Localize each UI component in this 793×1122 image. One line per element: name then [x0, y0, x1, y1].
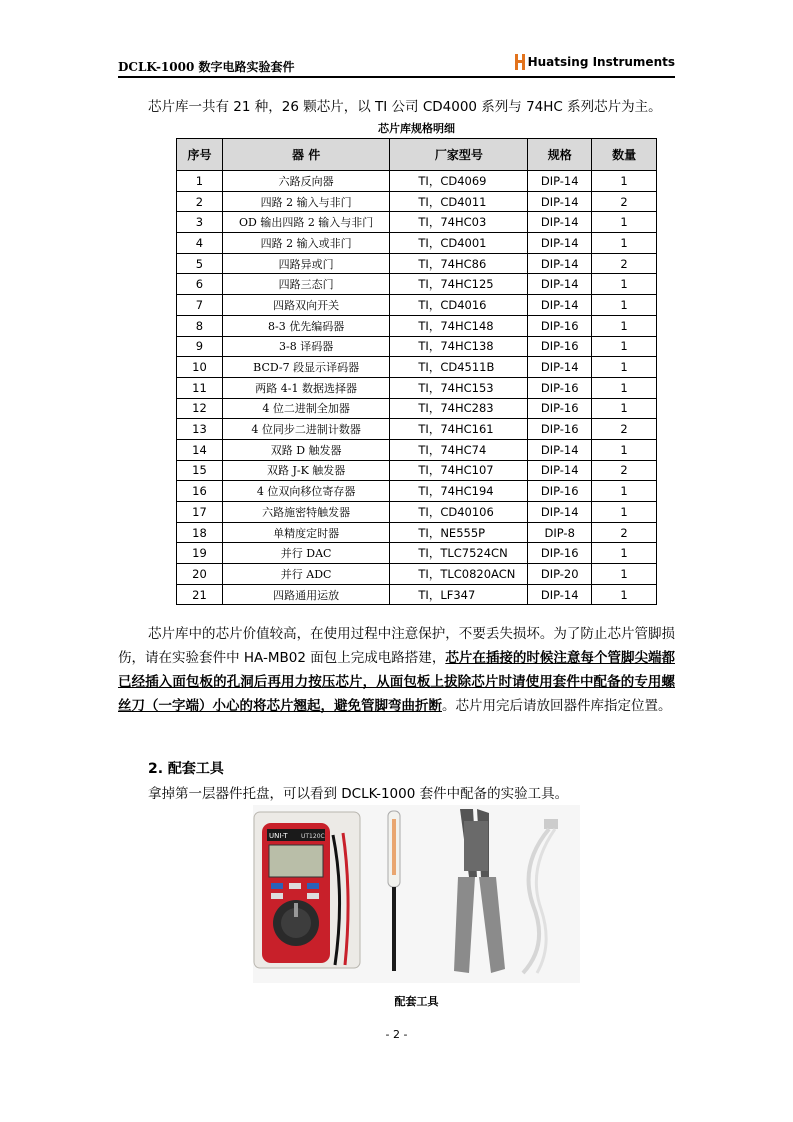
section-heading: 2. 配套工具	[148, 761, 224, 777]
table-header-row	[177, 139, 657, 171]
device-name: 双路 D 触发器	[222, 439, 390, 460]
device-name: 3-8 译码器	[222, 336, 390, 357]
table-row	[177, 439, 657, 460]
package: DIP-16	[528, 315, 592, 336]
row-index: 11	[177, 377, 223, 398]
package: DIP-14	[528, 460, 592, 481]
vendor-model: TI，74HC125	[390, 274, 528, 295]
package: DIP-14	[528, 439, 592, 460]
row-index: 4	[177, 233, 223, 254]
quantity: 1	[592, 315, 657, 336]
device-name: 4 位双向移位寄存器	[222, 481, 390, 502]
device-name: 四路 2 输入或非门	[222, 233, 390, 254]
table-row	[177, 315, 657, 336]
quantity: 1	[592, 171, 657, 192]
package: DIP-14	[528, 502, 592, 523]
page-header	[118, 52, 675, 76]
device-name: 单精度定时器	[222, 522, 390, 543]
brand-name: Huatsing Instruments	[527, 55, 675, 69]
table-row	[177, 336, 657, 357]
para-emphasis: 芯片在插接的时候注意每个管脚尖端都已经插入面包板的孔洞后再用力按压芯片，从面包板上拔除芯片时请使用套件中配备的专用螺丝刀（一字端）小心的将芯片翘起，避免管脚弯曲折断	[118, 650, 675, 714]
row-index: 21	[177, 584, 223, 605]
package: DIP-16	[528, 481, 592, 502]
vendor-model: TI，TLC7524CN	[390, 543, 528, 564]
device-name: 四路异或门	[222, 253, 390, 274]
table-body	[177, 171, 657, 605]
device-name: 并行 ADC	[222, 564, 390, 585]
package: DIP-14	[528, 171, 592, 192]
quantity: 2	[592, 522, 657, 543]
vendor-model: TI，TLC0820ACN	[390, 564, 528, 585]
package: DIP-16	[528, 398, 592, 419]
table-row	[177, 460, 657, 481]
logo-h-icon	[515, 54, 527, 70]
wire-stripper-icon	[454, 809, 505, 973]
quantity: 1	[592, 481, 657, 502]
quantity: 1	[592, 336, 657, 357]
para-text-1: 芯片库中的芯片价值较高，在使用过程中注意保护，不要丢失损坏。为了防止芯片管脚损伤，请在实验套件中 HA-MB02 面包上完成电路搭建，	[118, 626, 675, 666]
col-header-index: 序号	[177, 139, 223, 171]
vendor-model: TI，CD40106	[390, 502, 528, 523]
table-row	[177, 274, 657, 295]
vendor-model: TI，74HC148	[390, 315, 528, 336]
package: DIP-14	[528, 191, 592, 212]
row-index: 5	[177, 253, 223, 274]
vendor-model: TI，74HC161	[390, 419, 528, 440]
quantity: 1	[592, 212, 657, 233]
quantity: 1	[592, 233, 657, 254]
package: DIP-16	[528, 377, 592, 398]
meter-model: UT120C	[301, 833, 325, 840]
row-index: 3	[177, 212, 223, 233]
package: DIP-16	[528, 419, 592, 440]
table-row	[177, 377, 657, 398]
quantity: 1	[592, 398, 657, 419]
row-index: 13	[177, 419, 223, 440]
quantity: 1	[592, 295, 657, 316]
row-index: 17	[177, 502, 223, 523]
usb-cable-icon	[523, 819, 558, 973]
device-name: 4 位同步二进制计数器	[222, 419, 390, 440]
tools-photo	[253, 805, 580, 983]
quantity: 1	[592, 564, 657, 585]
table-row	[177, 212, 657, 233]
col-header-package: 规格	[528, 139, 592, 171]
table-row	[177, 522, 657, 543]
package: DIP-14	[528, 274, 592, 295]
row-index: 9	[177, 336, 223, 357]
device-name: 六路反向器	[222, 171, 390, 192]
table-title: 芯片库规格明细	[378, 122, 455, 135]
col-header-qty: 数量	[592, 139, 657, 171]
table-row	[177, 398, 657, 419]
quantity: 1	[592, 357, 657, 378]
row-index: 14	[177, 439, 223, 460]
table-row	[177, 584, 657, 605]
device-name: 8-3 优先编码器	[222, 315, 390, 336]
table-row	[177, 564, 657, 585]
device-name: 两路 4-1 数据选择器	[222, 377, 390, 398]
table-row	[177, 191, 657, 212]
package: DIP-16	[528, 543, 592, 564]
row-index: 2	[177, 191, 223, 212]
table-row	[177, 253, 657, 274]
quantity: 2	[592, 191, 657, 212]
intro-text: 芯片库一共有 21 种，26 颗芯片，以 TI 公司 CD4000 系列与 74HC 系列芯片为主。	[148, 99, 662, 115]
device-name: 并行 DAC	[222, 543, 390, 564]
row-index: 1	[177, 171, 223, 192]
tools-illustration	[253, 805, 580, 983]
row-index: 6	[177, 274, 223, 295]
quantity: 2	[592, 460, 657, 481]
row-index: 12	[177, 398, 223, 419]
header-title: DCLK-1000 数字电路实验套件	[118, 60, 295, 74]
package: DIP-16	[528, 336, 592, 357]
row-index: 7	[177, 295, 223, 316]
screwdriver-icon	[388, 811, 400, 971]
quantity: 1	[592, 584, 657, 605]
vendor-model: TI，CD4001	[390, 233, 528, 254]
quantity: 1	[592, 439, 657, 460]
col-header-device: 器 件	[222, 139, 390, 171]
table-row	[177, 481, 657, 502]
table-row	[177, 171, 657, 192]
package: DIP-8	[528, 522, 592, 543]
figure-caption: 配套工具	[394, 995, 439, 1008]
package: DIP-14	[528, 295, 592, 316]
row-index: 8	[177, 315, 223, 336]
section-text: 拿掉第一层器件托盘，可以看到 DCLK-1000 套件中配备的实验工具。	[148, 786, 569, 802]
vendor-model: TI，CD4016	[390, 295, 528, 316]
vendor-model: TI，CD4011	[390, 191, 528, 212]
vendor-model: TI，74HC153	[390, 377, 528, 398]
table-row	[177, 419, 657, 440]
vendor-model: TI，CD4069	[390, 171, 528, 192]
vendor-model: TI，LF347	[390, 584, 528, 605]
vendor-model: TI，74HC283	[390, 398, 528, 419]
vendor-model: TI，NE555P	[390, 522, 528, 543]
quantity: 2	[592, 419, 657, 440]
vendor-model: TI，74HC107	[390, 460, 528, 481]
brand-logo	[515, 54, 675, 70]
page-number: - 2 -	[385, 1028, 408, 1041]
vendor-model: TI，74HC86	[390, 253, 528, 274]
para-text-2: 。芯片用完后请放回器件库指定位置。	[442, 698, 672, 714]
quantity: 1	[592, 377, 657, 398]
device-name: 4 位二进制全加器	[222, 398, 390, 419]
package: DIP-20	[528, 564, 592, 585]
meter-brand: UNI-T	[269, 832, 288, 840]
row-index: 10	[177, 357, 223, 378]
vendor-model: TI，74HC138	[390, 336, 528, 357]
col-header-model: 厂家型号	[390, 139, 528, 171]
table-row	[177, 295, 657, 316]
device-name: 六路施密特触发器	[222, 502, 390, 523]
row-index: 18	[177, 522, 223, 543]
package: DIP-14	[528, 584, 592, 605]
device-name: BCD-7 段显示译码器	[222, 357, 390, 378]
table-row	[177, 357, 657, 378]
package: DIP-14	[528, 357, 592, 378]
vendor-model: TI，74HC74	[390, 439, 528, 460]
device-name: 四路三态门	[222, 274, 390, 295]
package: DIP-14	[528, 253, 592, 274]
usage-paragraph	[118, 622, 675, 718]
device-name: 双路 J-K 触发器	[222, 460, 390, 481]
vendor-model: TI，74HC194	[390, 481, 528, 502]
device-name: 四路双向开关	[222, 295, 390, 316]
row-index: 16	[177, 481, 223, 502]
vendor-model: TI，74HC03	[390, 212, 528, 233]
row-index: 19	[177, 543, 223, 564]
device-name: 四路 2 输入与非门	[222, 191, 390, 212]
quantity: 2	[592, 253, 657, 274]
table-row	[177, 502, 657, 523]
multimeter-icon	[254, 812, 360, 968]
quantity: 1	[592, 274, 657, 295]
package: DIP-14	[528, 212, 592, 233]
quantity: 1	[592, 502, 657, 523]
device-name: 四路通用运放	[222, 584, 390, 605]
device-name: OD 输出四路 2 输入与非门	[222, 212, 390, 233]
quantity: 1	[592, 543, 657, 564]
row-index: 15	[177, 460, 223, 481]
vendor-model: TI，CD4511B	[390, 357, 528, 378]
table-row	[177, 543, 657, 564]
chip-spec-table	[176, 138, 657, 605]
row-index: 20	[177, 564, 223, 585]
package: DIP-14	[528, 233, 592, 254]
table-row	[177, 233, 657, 254]
header-rule	[118, 76, 675, 78]
